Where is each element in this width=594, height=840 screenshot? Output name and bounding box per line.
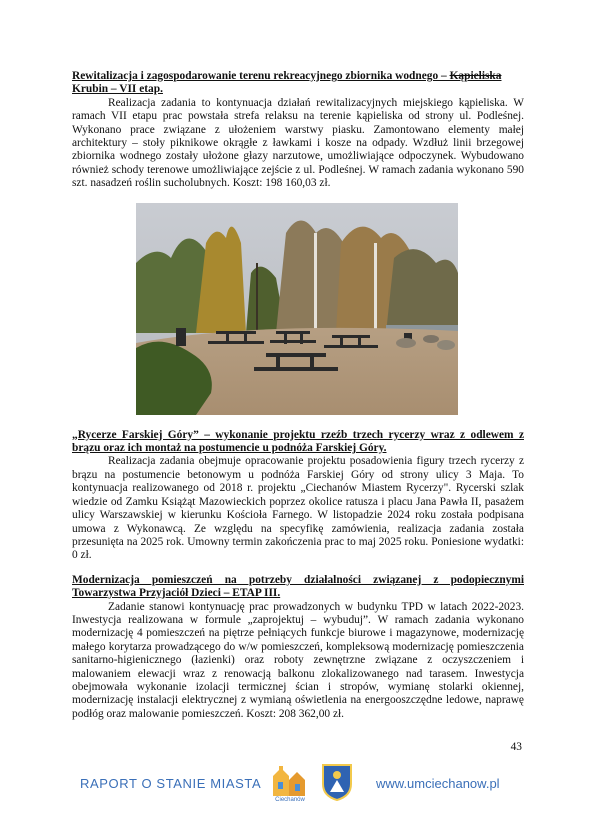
section-body: Realizacja zadania to kontynuacja działań rewitalizacyjnych miejskiego kąpieliska. W ramach VII etapu prac powstała strefa relaksu na terenie kąpieliska od strony ul. Podleśnej. Wykonano prace związane z ułożeniem warstwy piasku. Zamontowano elementy małej architektury – stoły piknikowe okrągłe z ławkami i kosze na odpady. Wzdłuż linii brzegowej zbiornika wodnego zostały ułożone głazy narzutowe, umożliwiające odpoczynek. Wybudowano również schody terenowe umożliwiające zejście z ul. Podleśnej. W ramach zadania wykonano 590 szt. nasadzeń roślin sucholubnych. Koszt: 198 160,03 zł. (72, 96, 524, 190)
footer-report-title: RAPORT O STANIE MIASTA (80, 776, 262, 791)
page-content (72, 70, 524, 732)
page-footer (0, 762, 594, 812)
footer-website-link[interactable]: www.umciechanow.pl (376, 776, 500, 791)
city-coat-of-arms-icon (320, 762, 354, 802)
section-body: Realizacja zadania obejmuje opracowanie projektu posadowienia figury trzech rycerzy z brązu na postumencie betonowym u podnóża Farskiej Góry od strony ulicy 3 Maja. To kontynuacja realizowanego od 2018 r. projektu „Ciechanów Miastem Rycerzy". Rycerski szlak wiedzie od Zamku Książąt Mazowieckich poprzez okolice ratusza i placu Jana Pawła II, pasażem ulicy Warszawskiej w kierunku Kościoła Farnego. W listopadzie 2024 roku została podpisana umowa z Wykonawcą. Ze względu na specyfikę zamówienia, realizacja zadania została przesunięta na 2025 rok. Umowny termin zakończenia prac to maj 2025 roku. Poniesione wydatki: 0 zł. (72, 455, 524, 562)
section-heading: „Rycerze Farskiej Góry” – wykonanie projektu rzeźb trzech rycerzy wraz z odlewem z brązu oraz ich montaż na postumencie u podnóża Farskiej Góry. (72, 428, 524, 455)
svg-text:Ciechanów: Ciechanów (275, 797, 305, 802)
ciechanow-city-logo (267, 762, 313, 802)
page-number: 43 (510, 741, 522, 753)
section-kapielisko (72, 70, 524, 191)
park-photo (136, 203, 458, 415)
section-tpd (72, 574, 524, 721)
section-body: Zadanie stanowi kontynuację prac prowadzonych w budynku TPD w latach 2022-2023. Inwestycja realizowana w formule „zaprojektuj – wybuduj”. W ramach zadania wykonano modernizację 4 pomieszczeń na piętrze pełniących funkcje biurowe i magazynowe, modernizację małego korytarza prowadzącego do w/w pomieszczeń, kompleksową modernizację pomieszczenia sanitarno-higienicznego (łazienki) oraz roboty zewnętrzne związane z oczyszczeniem i malowaniem elewacji wraz z renowacją balkonu zlokalizowanego nad tarasem. Inwestycja obejmowała wykonanie izolacji termicznej ścian i stropów, wymianę stolarki okiennej, modernizację instalacji elektrycznej z wymianą oświetlenia na energooszczędne ledowe, naprawę podłóg oraz malowanie pomieszczeń. Koszt: 208 362,00 zł. (72, 600, 524, 720)
section-heading: Rewitalizacja i zagospodarowanie terenu rekreacyjnego zbiornika wodnego – Kąpieliska Krubin – VII etap. (72, 70, 502, 96)
section-heading: Modernizacja pomieszczeń na potrzeby działalności związanej z podopiecznymi Towarzystwa Przyjaciół Dzieci – ETAP III. (72, 573, 524, 600)
section-rycerze (72, 429, 524, 563)
